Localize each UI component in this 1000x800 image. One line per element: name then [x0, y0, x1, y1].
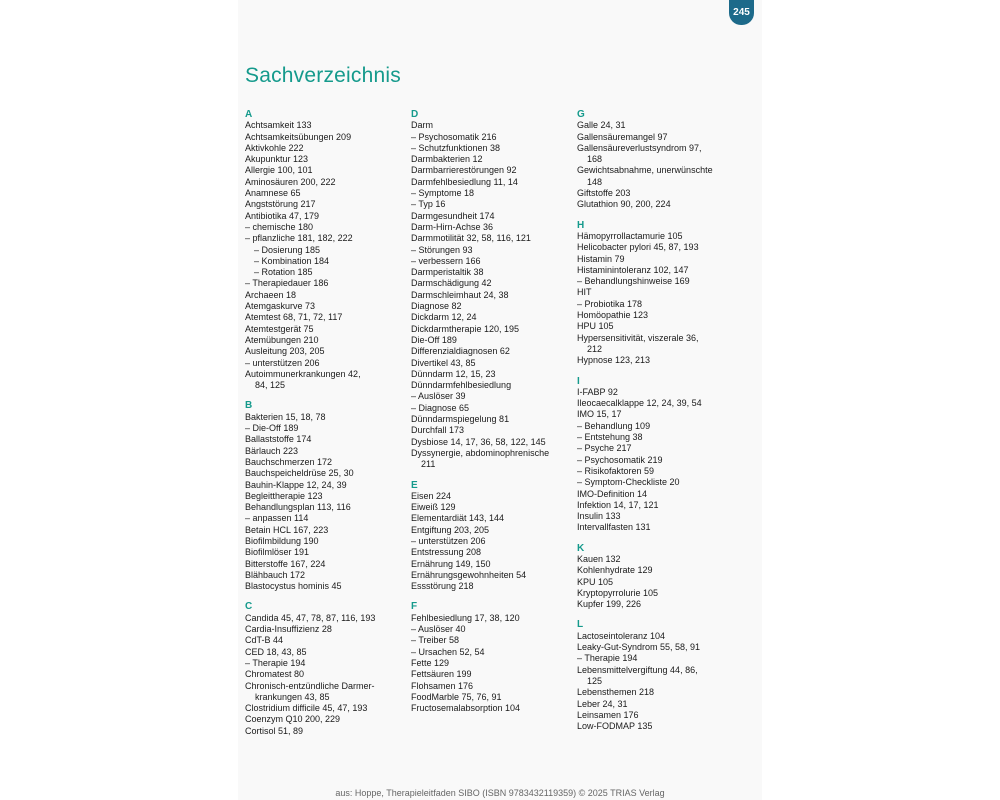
- index-subentry: – Schutzfunktionen 38: [411, 142, 501, 153]
- index-entry: Hämopyrrollactamurie 105: [577, 230, 683, 241]
- index-column-2: [411, 109, 576, 723]
- index-entry: Achtsamkeitsübungen 209: [245, 131, 352, 142]
- index-subentry: – chemische 180: [245, 221, 314, 232]
- index-entry: Differenzialdiagnosen 62: [411, 346, 510, 357]
- index-entry: FoodMarble 75, 76, 91: [411, 691, 502, 702]
- index-subentry: – Therapie 194: [245, 657, 306, 668]
- index-entry: Archaeen 18: [245, 289, 297, 300]
- index-entry: Angststörung 217: [245, 199, 316, 210]
- index-entry: Bauhin-Klappe 12, 24, 39: [245, 479, 347, 490]
- index-entry-continuation: 168: [587, 154, 603, 165]
- index-entry: Bauchspeicheldrüse 25, 30: [245, 468, 354, 479]
- section-letter: G: [577, 109, 585, 120]
- index-entry: Dünndarmspiegelung 81: [411, 414, 510, 425]
- index-entry: Ausleitung 203, 205: [245, 346, 325, 357]
- index-section-b: [245, 400, 410, 592]
- index-entry: HPU 105: [577, 321, 614, 332]
- index-entry: Durchfall 173: [411, 425, 465, 436]
- index-entry: KPU 105: [577, 576, 614, 587]
- index-subentry: – Typ 16: [411, 199, 446, 210]
- index-entry-continuation: 125: [587, 675, 603, 686]
- index-entry: I-FABP 92: [577, 386, 618, 397]
- index-entry: IMO 15, 17: [577, 409, 622, 420]
- index-entry: Fette 129: [411, 657, 450, 668]
- index-entry: Histamin 79: [577, 253, 625, 264]
- index-entry: Elementardiät 143, 144: [411, 513, 505, 524]
- index-entry: Allergie 100, 101: [245, 165, 313, 176]
- section-letter: D: [411, 109, 419, 120]
- section-letter: I: [577, 375, 580, 387]
- index-subentry: – Störungen 93: [411, 244, 473, 255]
- index-entry: Dünndarm 12, 15, 23: [411, 368, 496, 379]
- index-subentry: – Ursachen 52, 54: [411, 646, 485, 657]
- index-entry: Darm: [411, 120, 433, 131]
- index-entry: Flohsamen 176: [411, 680, 474, 691]
- index-entry: Gewichtsabnahme, unerwünschte: [577, 165, 713, 176]
- index-entry: Coenzym Q10 200, 229: [245, 714, 341, 725]
- index-entry: Giftstoffe 203: [577, 188, 631, 199]
- index-section-e: [411, 480, 576, 593]
- index-entry: Atemtest 68, 71, 72, 117: [245, 312, 343, 323]
- index-subentry: – Psychosomatik 219: [577, 454, 663, 465]
- index-section-k: [577, 543, 742, 611]
- index-subentry: – Symptome 18: [411, 188, 475, 199]
- index-subentry: – Diagnose 65: [411, 402, 470, 413]
- index-column-1: [245, 109, 410, 746]
- index-subentry: – anpassen 114: [245, 513, 309, 524]
- index-entry: Darmbarrierestörungen 92: [411, 165, 517, 176]
- index-entry: Leinsamen 176: [577, 709, 639, 720]
- index-entry: Dyssynergie, abdominophrenische: [411, 447, 550, 458]
- index-entry: Bauchschmerzen 172: [245, 456, 333, 467]
- index-entry: Galle 24, 31: [577, 120, 626, 131]
- index-entry: Clostridium difficile 45, 47, 193: [245, 703, 368, 714]
- section-letter: H: [577, 219, 585, 231]
- index-entry: Lebensmittelvergiftung 44, 86,: [577, 664, 698, 675]
- index-subentry: – verbessern 166: [411, 255, 481, 266]
- index-entry: Atemübungen 210: [245, 334, 319, 345]
- index-entry: Eisen 224: [411, 490, 452, 501]
- index-entry: Fructosemalabsorption 104: [411, 703, 521, 714]
- index-subentry: – Risikofaktoren 59: [577, 465, 655, 476]
- index-entry: Blähbauch 172: [245, 569, 306, 580]
- section-letter: C: [245, 601, 253, 613]
- section-letter: K: [577, 542, 585, 554]
- index-entry: Dickdarm 12, 24: [411, 312, 477, 323]
- index-entry: Essstörung 218: [411, 581, 474, 592]
- index-subentry: – Entstehung 38: [577, 432, 643, 443]
- index-entry: Anamnese 65: [245, 188, 301, 199]
- index-entry: IMO-Definition 14: [577, 488, 648, 499]
- index-subsubentry: – Kombination 184: [254, 255, 330, 266]
- index-entry: CED 18, 43, 85: [245, 646, 307, 657]
- index-entry: Dickdarmtherapie 120, 195: [411, 323, 520, 334]
- index-subentry: – pflanzliche 181, 182, 222: [245, 233, 353, 244]
- index-entry: Atemgaskurve 73: [245, 301, 316, 312]
- section-letter: F: [411, 601, 418, 613]
- index-entry: Hypersensitivität, viszerale 36,: [577, 332, 699, 343]
- index-entry: Atemtestgerät 75: [245, 323, 314, 334]
- index-entry: Kauen 132: [577, 553, 621, 564]
- index-entry: Bärlauch 223: [245, 445, 299, 456]
- index-subsubentry: – Rotation 185: [254, 267, 313, 278]
- index-entry: Darmfehlbesiedlung 11, 14: [411, 176, 518, 187]
- index-entry: Biofilmbildung 190: [245, 535, 319, 546]
- index-entry: Bitterstoffe 167, 224: [245, 558, 326, 569]
- index-section-i: [577, 376, 742, 534]
- index-entry: Behandlungsplan 113, 116: [245, 502, 351, 513]
- index-entry-continuation: 84, 125: [255, 380, 286, 391]
- page-number: 245: [729, 0, 754, 25]
- index-entry: Chronisch-entzündliche Darmer-: [245, 680, 375, 691]
- index-subentry: – Treiber 58: [411, 635, 460, 646]
- index-entry: Ernährungsgewohnheiten 54: [411, 569, 527, 580]
- index-entry-continuation: 212: [587, 343, 603, 354]
- index-entry: Low-FODMAP 135: [577, 721, 653, 732]
- index-section-a: [245, 109, 410, 391]
- index-entry-continuation: krankungen 43, 85: [255, 691, 330, 702]
- index-subentry: – Auslöser 40: [411, 624, 466, 635]
- section-letter: L: [577, 619, 584, 631]
- index-entry: Glutathion 90, 200, 224: [577, 199, 671, 210]
- index-entry: Gallensäureverlustsyndrom 97,: [577, 142, 702, 153]
- index-subentry: – Behandlungshinweise 169: [577, 276, 690, 287]
- index-entry: Antibiotika 47, 179: [245, 210, 320, 221]
- index-section-f: [411, 601, 576, 714]
- index-entry: Insulin 133: [577, 511, 621, 522]
- index-entry: Bakterien 15, 18, 78: [245, 411, 326, 422]
- footer-citation: aus: Hoppe, Therapieleitfaden SIBO (ISBN 9783432119359) © 2025 TRIAS Verlag: [335, 788, 665, 798]
- index-entry: Diagnose 82: [411, 301, 462, 312]
- index-entry: Achtsamkeit 133: [245, 120, 312, 131]
- section-letter: B: [245, 400, 253, 412]
- index-subentry: – Therapiedauer 186: [245, 278, 329, 289]
- index-section-g: [577, 109, 742, 211]
- index-entry: Cortisol 51, 89: [245, 725, 304, 736]
- index-entry: Darmschleimhaut 24, 38: [411, 289, 509, 300]
- index-subentry: – Symptom-Checkliste 20: [577, 477, 680, 488]
- index-entry: Begleittherapie 123: [245, 490, 323, 501]
- index-entry: Aminosäuren 200, 222: [245, 176, 336, 187]
- index-subentry: – Therapie 194: [577, 653, 638, 664]
- index-entry: Kohlenhydrate 129: [577, 565, 653, 576]
- index-entry: Darmperistaltik 38: [411, 267, 484, 278]
- index-entry: Biofilmlöser 191: [245, 547, 310, 558]
- index-entry: Cardia-Insuffizienz 28: [245, 624, 332, 635]
- index-entry: Lebensthemen 218: [577, 687, 655, 698]
- index-entry: Divertikel 43, 85: [411, 357, 476, 368]
- index-entry: Aktivkohle 222: [245, 142, 304, 153]
- index-entry: Intervallfasten 131: [577, 522, 651, 533]
- index-entry: Histaminintoleranz 102, 147: [577, 264, 689, 275]
- index-entry: Dysbiose 14, 17, 36, 58, 122, 145: [411, 436, 546, 447]
- index-entry: Fehlbesiedlung 17, 38, 120: [411, 612, 520, 623]
- index-entry: Homöopathie 123: [577, 310, 649, 321]
- index-entry-continuation: 211: [421, 459, 436, 470]
- index-entry: Gallensäuremangel 97: [577, 131, 668, 142]
- index-subentry: – Die-Off 189: [245, 423, 299, 434]
- index-entry-continuation: 148: [587, 176, 603, 187]
- index-entry: HIT: [577, 287, 592, 298]
- index-entry: CdT-B 44: [245, 635, 284, 646]
- index-entry: Entgiftung 203, 205: [411, 524, 490, 535]
- index-subentry: – Behandlung 109: [577, 420, 651, 431]
- index-entry: Chromatest 80: [245, 669, 305, 680]
- index-entry: Helicobacter pylori 45, 87, 193: [577, 242, 699, 253]
- index-subentry: – Auslöser 39: [411, 391, 466, 402]
- index-entry: Akupunktur 123: [245, 154, 309, 165]
- index-section-l: [577, 619, 742, 732]
- index-entry: Candida 45, 47, 78, 87, 116, 193: [245, 612, 376, 623]
- index-entry: Ballaststoffe 174: [245, 434, 312, 445]
- index-entry: Darmschädigung 42: [411, 278, 492, 289]
- index-section-h: [577, 220, 742, 367]
- index-subsubentry: – Dosierung 185: [254, 244, 321, 255]
- index-subentry: – Probiotika 178: [577, 298, 643, 309]
- index-entry: Darm-Hirn-Achse 36: [411, 221, 494, 232]
- index-entry: Infektion 14, 17, 121: [577, 499, 659, 510]
- index-section-c: [245, 601, 410, 737]
- section-letter: E: [411, 479, 418, 491]
- index-entry: Die-Off 189: [411, 334, 457, 345]
- index-entry: Dünndarmfehlbesiedlung: [411, 380, 512, 391]
- index-entry: Ernährung 149, 150: [411, 558, 491, 569]
- index-entry: Darmgesundheit 174: [411, 210, 495, 221]
- index-entry: Betain HCL 167, 223: [245, 524, 329, 535]
- index-entry: Fettsäuren 199: [411, 669, 472, 680]
- index-subentry: – unterstützen 206: [411, 535, 486, 546]
- index-entry: Darmbakterien 12: [411, 154, 483, 165]
- index-entry: Kryptopyrrolurie 105: [577, 587, 659, 598]
- index-entry: Lactoseintoleranz 104: [577, 630, 666, 641]
- index-entry: Eiweiß 129: [411, 502, 456, 513]
- index-subentry: – Psyche 217: [577, 443, 632, 454]
- index-section-d: [411, 109, 576, 471]
- index-entry: Hypnose 123, 213: [577, 355, 651, 366]
- index-entry: Autoimmunerkrankungen 42,: [245, 368, 361, 379]
- index-entry: Leaky-Gut-Syndrom 55, 58, 91: [577, 642, 701, 653]
- index-subentry: – unterstützen 206: [245, 357, 320, 368]
- index-entry: Entstressung 208: [411, 547, 482, 558]
- section-letter: A: [245, 109, 253, 120]
- index-column-3: [577, 109, 742, 741]
- index-entry: Ileocaecalklappe 12, 24, 39, 54: [577, 398, 702, 409]
- index-entry: Blastocystus hominis 45: [245, 581, 342, 592]
- index-entry: Kupfer 199, 226: [577, 599, 642, 610]
- index-entry: Darmmotilität 32, 58, 116, 121: [411, 233, 531, 244]
- page-title: Sachverzeichnis: [245, 64, 401, 87]
- index-entry: Leber 24, 31: [577, 698, 628, 709]
- index-subentry: – Psychosomatik 216: [411, 131, 497, 142]
